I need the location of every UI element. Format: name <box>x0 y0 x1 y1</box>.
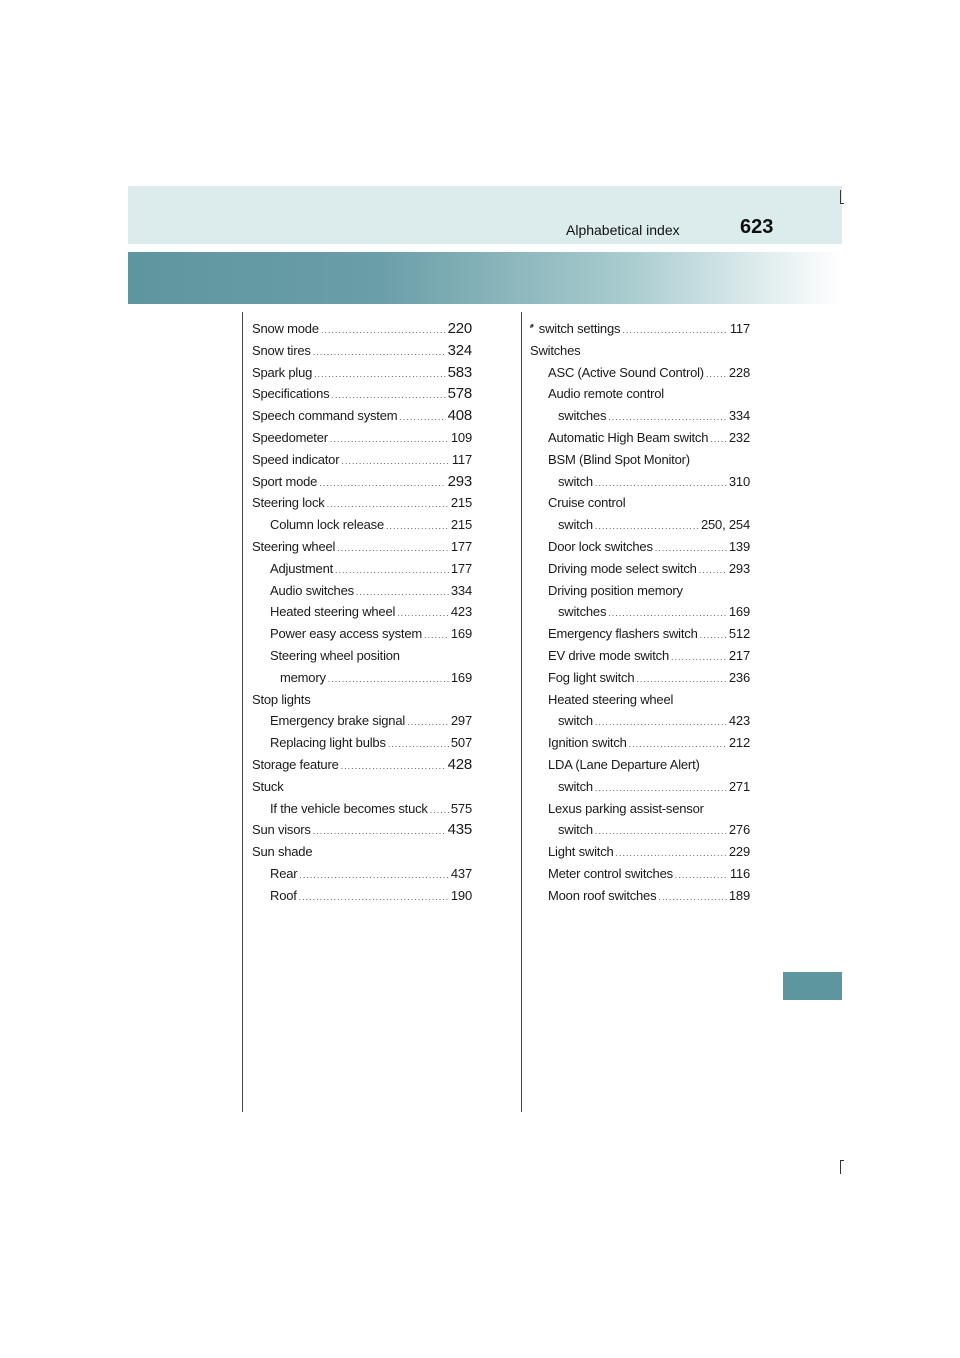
index-entry-page: 215 <box>450 495 472 511</box>
index-entry <box>252 885 472 907</box>
dot-leader <box>314 364 445 386</box>
index-entry-page: 293 <box>728 560 750 576</box>
index-entry <box>252 514 472 536</box>
index-entry-term: Speech command system <box>252 408 398 424</box>
dot-leader <box>341 451 450 473</box>
dot-leader <box>671 647 727 669</box>
crop-mark-bottom <box>840 1160 841 1174</box>
index-entry <box>530 841 750 863</box>
index-entry <box>530 667 750 689</box>
index-entry <box>530 558 750 580</box>
index-entry-term: Adjustment <box>270 560 334 576</box>
index-entry <box>530 514 750 536</box>
index-entry <box>530 885 750 907</box>
index-entry-term: Snow mode <box>252 321 319 336</box>
index-entry-term: EV drive mode switch <box>548 647 669 663</box>
index-entry-term: Heated steering wheel <box>270 604 396 620</box>
index-entry-term: Ignition switch <box>548 735 627 751</box>
index-entry-page: 334 <box>450 582 472 598</box>
index-entry-term: Speed indicator <box>252 451 340 467</box>
dot-leader <box>328 669 449 691</box>
index-entry-term: LDA (Lane Departure Alert) <box>548 756 700 772</box>
index-entry-page: 578 <box>447 385 472 403</box>
index-entry-page: 297 <box>450 713 472 729</box>
index-entry-term: Meter control switches <box>548 865 673 881</box>
index-entry-term: ASC (Active Sound Control) <box>548 364 704 380</box>
index-entry <box>252 601 472 623</box>
index-entry-page: 228 <box>728 364 750 380</box>
index-entry <box>252 798 472 820</box>
index-entry <box>252 710 472 732</box>
dot-leader <box>327 494 449 516</box>
index-entry-term: Automatic High Beam switch <box>548 429 709 445</box>
index-column-left <box>252 318 472 907</box>
index-entry-term: Storage feature <box>252 756 339 772</box>
dot-leader <box>595 778 727 800</box>
index-entry-page: 169 <box>450 626 472 642</box>
index-entry <box>530 492 750 514</box>
index-entry <box>530 362 750 384</box>
dot-leader <box>313 821 446 843</box>
index-entry-term: If the vehicle becomes stuck <box>270 800 428 816</box>
index-entry-page: 428 <box>447 755 472 773</box>
index-column-right <box>530 318 750 907</box>
index-entry <box>530 732 750 754</box>
index-entry-term: switch <box>558 713 593 729</box>
index-entry <box>530 798 750 820</box>
index-entry-term: Sun visors <box>252 822 311 838</box>
dot-leader <box>331 385 445 407</box>
index-entry-page: 177 <box>450 560 472 576</box>
index-entry-term: Cruise control <box>548 495 626 511</box>
index-entry <box>530 623 750 645</box>
dot-leader <box>313 342 446 364</box>
index-entry <box>252 318 472 340</box>
index-entry-term: Audio remote control <box>548 386 664 402</box>
index-entry <box>530 427 750 449</box>
index-entry-term: Heated steering wheel <box>548 691 674 707</box>
dot-leader <box>319 473 445 495</box>
index-entry <box>252 863 472 885</box>
index-entry-term: Sport mode <box>252 473 318 489</box>
dot-leader <box>595 821 727 843</box>
index-entry-term: Stop lights <box>252 691 311 707</box>
index-entry <box>252 449 472 471</box>
index-entry-page: 232 <box>728 429 750 445</box>
index-entry-page: 109 <box>450 429 472 445</box>
index-entry <box>530 754 750 776</box>
index-entry <box>252 776 472 798</box>
index-entry-term: Rear <box>270 865 298 881</box>
dot-leader <box>341 756 446 778</box>
dot-leader <box>424 625 449 647</box>
dot-leader <box>388 734 449 756</box>
index-entry-page: 169 <box>728 604 750 620</box>
dot-leader <box>321 320 446 342</box>
dot-leader <box>710 429 727 451</box>
dot-leader <box>430 800 449 822</box>
index-entry-term: memory <box>280 669 326 685</box>
index-entry-page: 220 <box>447 320 472 337</box>
index-entry-term: switch settings <box>538 321 621 336</box>
dot-leader <box>595 516 699 538</box>
index-entry-page: 229 <box>728 844 750 860</box>
index-entry-page: 293 <box>447 472 472 490</box>
index-entry-term: switches <box>558 604 607 620</box>
index-entry-page: 408 <box>447 407 472 425</box>
index-entry-page: 583 <box>447 363 472 381</box>
index-entry-page: 215 <box>450 517 472 533</box>
dot-leader <box>675 865 728 887</box>
index-entry <box>252 383 472 405</box>
section-banner <box>128 252 842 304</box>
dot-leader <box>608 603 727 625</box>
dot-leader <box>595 712 727 734</box>
index-entry-term: Audio switches <box>270 582 354 598</box>
dot-leader <box>706 364 727 386</box>
index-entry-term: BSM (Blind Spot Monitor) <box>548 451 690 467</box>
index-entry <box>252 405 472 427</box>
index-entry-term: Driving mode select switch <box>548 560 697 576</box>
index-entry-page: 310 <box>728 473 750 489</box>
dot-leader <box>699 560 727 582</box>
index-entry <box>530 471 750 493</box>
index-entry-page: 177 <box>450 538 472 554</box>
index-entry-page: 334 <box>728 408 750 424</box>
index-entry-term: Door lock switches <box>548 538 653 554</box>
index-entry-page: 512 <box>728 626 750 642</box>
index-entry <box>530 710 750 732</box>
index-entry-page: 507 <box>450 735 472 751</box>
index-entry-page: 169 <box>450 669 472 685</box>
index-entry <box>252 536 472 558</box>
index-entry-term: Light switch <box>548 844 614 860</box>
dot-leader <box>616 843 727 865</box>
index-entry <box>252 645 472 667</box>
index-entry <box>252 732 472 754</box>
index-entry-term: Steering lock <box>252 495 325 511</box>
dot-leader <box>299 865 449 887</box>
index-side-tab <box>783 972 842 1000</box>
index-entry-term: Specifications <box>252 386 330 402</box>
dot-leader <box>407 712 449 734</box>
index-entry-page: 117 <box>451 451 472 467</box>
column-divider-middle <box>521 312 522 1112</box>
dot-leader <box>356 582 449 604</box>
index-entry-page: 250, 254 <box>700 517 750 533</box>
dot-leader <box>629 734 727 756</box>
page-number: 623 <box>740 216 774 238</box>
dot-leader <box>700 625 727 647</box>
index-entry-term: Stuck <box>252 778 284 794</box>
index-entry-page: 117 <box>729 321 750 336</box>
index-entry-term: switch <box>558 778 593 794</box>
index-entry-page: 276 <box>728 822 750 838</box>
index-entry-term: switch <box>558 517 593 533</box>
index-entry-page: 217 <box>728 647 750 663</box>
index-entry-term: switches <box>558 408 607 424</box>
column-divider-left <box>242 312 243 1112</box>
dot-leader <box>399 407 445 429</box>
index-entry-term: Switches <box>530 342 581 358</box>
index-entry <box>530 645 750 667</box>
index-entry <box>252 580 472 602</box>
index-entry-term: Emergency brake signal <box>270 713 406 729</box>
dot-leader <box>337 538 449 560</box>
index-entry-page: 190 <box>450 887 472 903</box>
dot-leader <box>622 320 728 342</box>
index-entry-term: Sun shade <box>252 844 313 860</box>
index-entry <box>252 362 472 384</box>
index-entry-page: 139 <box>728 538 750 554</box>
index-entry-page: 324 <box>447 341 472 359</box>
index-entry-term: Moon roof switches <box>548 887 657 903</box>
index-entry <box>252 667 472 689</box>
index-entry-term: Steering wheel position <box>270 647 400 663</box>
dot-leader <box>655 538 727 560</box>
dot-leader <box>658 887 727 909</box>
index-entry <box>530 449 750 471</box>
index-entry <box>252 754 472 776</box>
index-entry-page: 575 <box>450 800 472 816</box>
index-entry-term: Fog light switch <box>548 669 635 685</box>
index-entry-term: Power easy access system <box>270 626 422 642</box>
dot-leader <box>397 603 449 625</box>
index-entry <box>530 601 750 623</box>
index-entry-page: 437 <box>450 865 472 881</box>
index-entry-term: Snow tires <box>252 342 311 358</box>
index-entry-term: Driving position memory <box>548 582 683 598</box>
index-entry <box>252 819 472 841</box>
index-entry-page: 435 <box>447 821 472 839</box>
index-entry <box>530 536 750 558</box>
index-entry <box>530 819 750 841</box>
index-entry-term: Emergency flashers switch <box>548 626 698 642</box>
index-entry <box>252 340 472 362</box>
index-entry-term: Lexus parking assist-sensor <box>548 800 704 816</box>
index-entry <box>530 318 750 340</box>
index-entry-term: Speedometer <box>252 429 328 445</box>
index-entry-page: 212 <box>728 735 750 751</box>
index-entry-page: 236 <box>728 669 750 685</box>
index-entry <box>530 383 750 405</box>
index-entry <box>252 471 472 493</box>
index-entry <box>252 623 472 645</box>
index-entry-page: 423 <box>450 604 472 620</box>
index-entry-term: Steering wheel <box>252 538 336 554</box>
index-entry-term: switch <box>558 822 593 838</box>
index-entry-term: Column lock release <box>270 517 384 533</box>
index-entry <box>252 558 472 580</box>
index-entry <box>530 776 750 798</box>
dot-leader <box>595 473 727 495</box>
index-entry-page: 271 <box>728 778 750 794</box>
dot-leader <box>386 516 449 538</box>
index-entry <box>530 863 750 885</box>
index-entry-term: Roof <box>270 887 297 903</box>
index-entry-page: 116 <box>729 865 750 881</box>
header-bar <box>128 186 842 244</box>
index-entry-term: Replacing light bulbs <box>270 735 386 751</box>
multi-page-icon <box>530 319 534 333</box>
index-entry-term: Spark plug <box>252 364 313 380</box>
dot-leader <box>330 429 449 451</box>
index-entry <box>252 841 472 863</box>
index-entry <box>252 689 472 711</box>
index-entry <box>530 405 750 427</box>
index-entry <box>252 427 472 449</box>
index-entry <box>530 580 750 602</box>
index-entry <box>530 340 750 362</box>
index-entry <box>530 689 750 711</box>
page-title: Alphabetical index <box>566 222 680 238</box>
crop-mark-top <box>840 190 841 204</box>
dot-leader <box>335 560 449 582</box>
index-entry-page: 423 <box>728 713 750 729</box>
dot-leader <box>299 887 449 909</box>
dot-leader <box>608 407 727 429</box>
dot-leader <box>636 669 727 691</box>
index-entry-term: switch <box>558 473 593 489</box>
index-entry-page: 189 <box>728 887 750 903</box>
index-entry <box>252 492 472 514</box>
